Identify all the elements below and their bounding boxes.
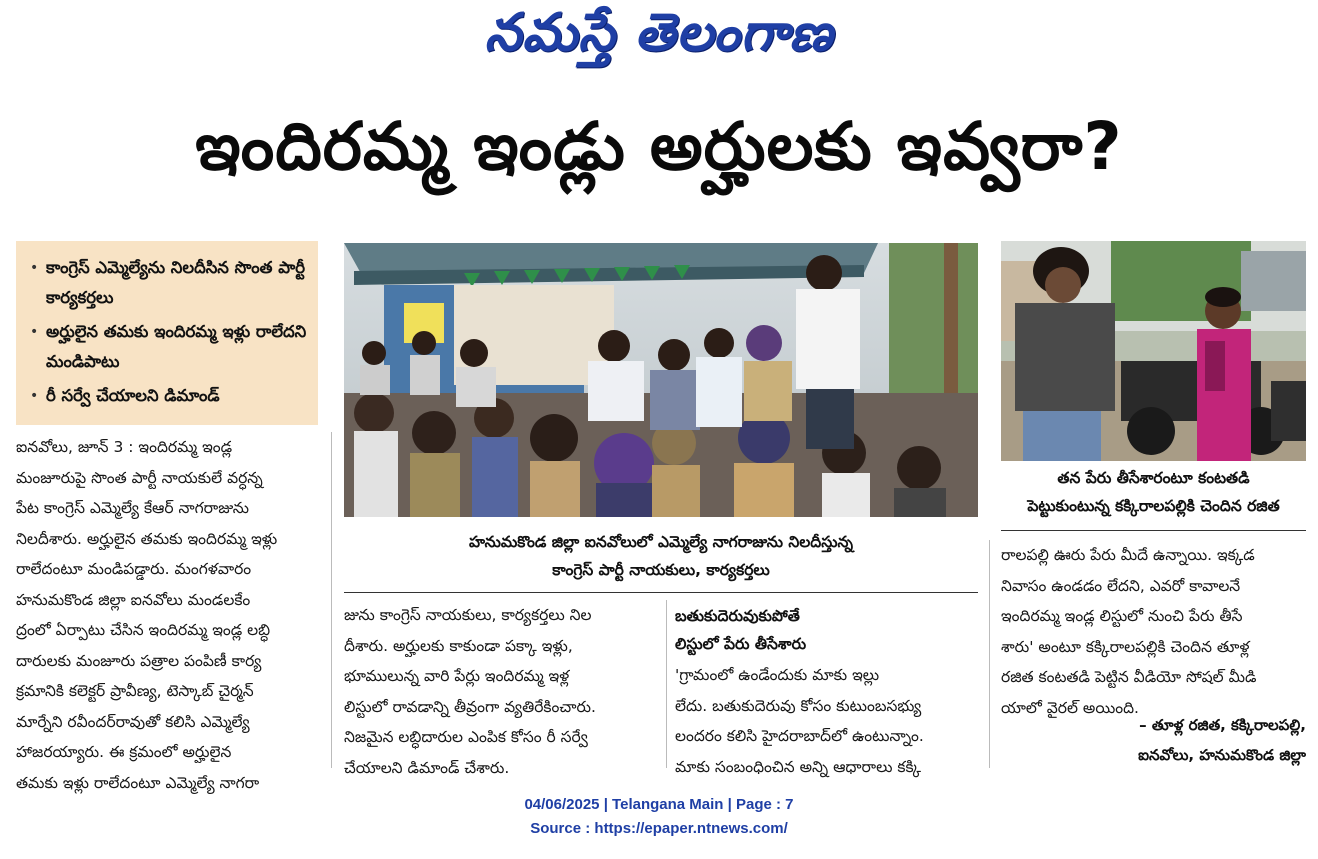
byline xyxy=(1001,710,1306,770)
highlight-item xyxy=(30,253,308,313)
bullet-icon: • xyxy=(30,324,39,340)
text-line: లిస్టులో రావడాన్ని తీవ్రంగా వ్యతిరేకించారు. xyxy=(344,697,596,716)
text-line: తమకు ఇళ్లు రాలేదంటూ ఎమ్మెల్యే నాగరా xyxy=(16,773,260,792)
text-line: జును కాంగ్రెస్ నాయకులు, కార్యకర్తలు నిల xyxy=(344,606,592,624)
text-line: హాజరయ్యారు. ఈ క్రమంలో అర్హులైన xyxy=(16,743,232,761)
byline-line: ఐనవోలు, హనుమకొండ జిల్లా xyxy=(1138,746,1306,764)
highlights-box xyxy=(16,241,318,425)
text-line: హనుమకొండ జిల్లా ఐనవోలు మండలకేం xyxy=(16,590,251,609)
byline-line: – తూళ్ల రజిత, కక్కిరాలపల్లి, xyxy=(1139,716,1306,734)
subhead-line: లిస్టులో పేరు తీసేశారు xyxy=(675,635,807,653)
text-line: భూములున్న వారి పేర్లు ఇందిరమ్మ ఇళ్ల xyxy=(344,667,570,685)
column-divider xyxy=(989,540,990,768)
text-line: క్రమానికి కలెక్టర్ ప్రావీణ్య, టెస్కాబ్ చైర్మన్ xyxy=(16,682,254,700)
main-news-photo xyxy=(344,243,978,517)
side-news-photo xyxy=(1001,241,1306,461)
sub-heading xyxy=(675,602,978,658)
caption-rule xyxy=(344,592,978,593)
article-headline: ఇందిరమ్మ ఇండ్లు అర్హులకు ఇవ్వరా? xyxy=(195,108,1123,185)
text-line: రాలపల్లి ఊరు పేరు మీదే ఉన్నాయి. ఇక్కడ xyxy=(1001,546,1255,564)
text-line: పేట కాంగ్రెస్ ఎమ్మెల్యే కేఆర్ నాగరాజును xyxy=(16,499,249,517)
text-line: చేయాలని డిమాండ్ చేశారు. xyxy=(344,758,510,777)
text-line: లందరం కలిసి హైదరాబాద్‌లో ఉంటున్నాం. xyxy=(675,727,924,745)
text-line: నివాసం ఉండడం లేదని, ఎవరో కావాలనే xyxy=(1001,576,1241,595)
text-line: మంజూరుపై సొంత పార్టీ నాయకులే వర్ధన్న xyxy=(16,468,263,487)
bullet-icon: • xyxy=(30,260,39,276)
text-line: లేదు. బతుకుదెరువు కోసం కుటుంబసభ్యు xyxy=(675,696,922,715)
main-photo-caption xyxy=(344,528,978,584)
text-line: రజిత కంటతడి పెట్టిన వీడియో సోషల్ మీడి xyxy=(1001,668,1257,686)
caption-line: హనుమకొండ జిల్లా ఐనవోలులో ఎమ్మెల్యే నాగరాజును నిలదీస్తున్న xyxy=(469,533,853,551)
column-divider xyxy=(331,432,332,768)
column-divider xyxy=(666,600,667,768)
text-line: రాలేదంటూ మండిపడ్డారు. మంగళవారం xyxy=(16,560,252,578)
text-line: నిజమైన లబ్ధిదారుల ఎంపిక కోసం రీ సర్వే xyxy=(344,728,588,746)
text-line: ఐనవోలు, జూన్ 3 : ఇందిరమ్మ ఇండ్ల xyxy=(16,438,233,456)
text-line: 'గ్రామంలో ఉండేందుకు మాకు ఇల్లు xyxy=(675,666,880,684)
text-line: మాకు సంబంధించిన అన్ని ఆధారాలు కక్కి xyxy=(675,757,922,776)
caption-line: పెట్టుకుంటున్న కక్కిరాలపల్లికి చెందిన రజిత xyxy=(1027,497,1280,515)
text-line: యాలో వైరల్ అయింది. xyxy=(1001,698,1139,717)
woman-crying-photo-illustration xyxy=(1001,241,1306,461)
side-photo-caption xyxy=(1001,464,1306,520)
article-column-4 xyxy=(1001,540,1306,723)
highlight-text: అర్హులైన తమకు ఇందిరమ్మ ఇళ్లు రాలేదని మండిపాటు xyxy=(46,322,307,371)
footer-date-page: 04/06/2025 | Telangana Main | Page : 7 xyxy=(524,796,794,813)
text-line: ఇందిరమ్మ ఇండ్ల లిస్టులో నుంచి పేరు తీసే xyxy=(1001,607,1243,625)
article-column-2 xyxy=(344,600,659,783)
text-line: దీశారు. అర్హులకు కాకుండా పక్కా ఇళ్లు, xyxy=(344,636,573,655)
article-column-3 xyxy=(675,660,978,782)
highlight-text: కాంగ్రెస్ ఎమ్మెల్యేను నిలదీసిన సొంత పార్టీ కార్యకర్తలు xyxy=(46,258,305,307)
highlight-item xyxy=(30,317,308,377)
subhead-line: బతుకుదెరువుకుపోతే xyxy=(675,607,800,625)
caption-line: తన పేరు తీసేశారంటూ కంటతడి xyxy=(1057,469,1250,487)
text-line: శారు' అంటూ కక్కిరాలపల్లికి చెందిన తూళ్ల xyxy=(1001,637,1250,656)
highlight-item xyxy=(30,381,308,411)
caption-rule xyxy=(1001,530,1306,531)
newspaper-masthead: నమస్తే తెలంగాణ xyxy=(484,2,834,63)
text-line: దారులకు మంజూరు పత్రాల పంపిణీ కార్య xyxy=(16,651,262,670)
text-line: నిలదీశారు. అర్హులైన తమకు ఇందిరమ్మ ఇళ్లు xyxy=(16,529,278,548)
highlight-text: రీ సర్వే చేయాలని డిమాండ్ xyxy=(46,386,220,405)
bullet-icon: • xyxy=(30,388,39,404)
caption-line: కాంగ్రెస్ పార్టీ నాయకులు, కార్యకర్తలు xyxy=(552,561,770,579)
text-line: మార్నేని రవీందర్‌రావుతో కలిసి ఎమ్మెల్యే xyxy=(16,712,250,731)
footer-source-link[interactable]: Source : https://epaper.ntnews.com/ xyxy=(530,820,788,837)
crowd-photo-illustration xyxy=(344,243,978,517)
article-column-1 xyxy=(16,432,319,798)
text-line: ద్రంలో ఏర్పాటు చేసిన ఇందిరమ్మ ఇండ్ల లబ్ధి xyxy=(16,621,271,639)
